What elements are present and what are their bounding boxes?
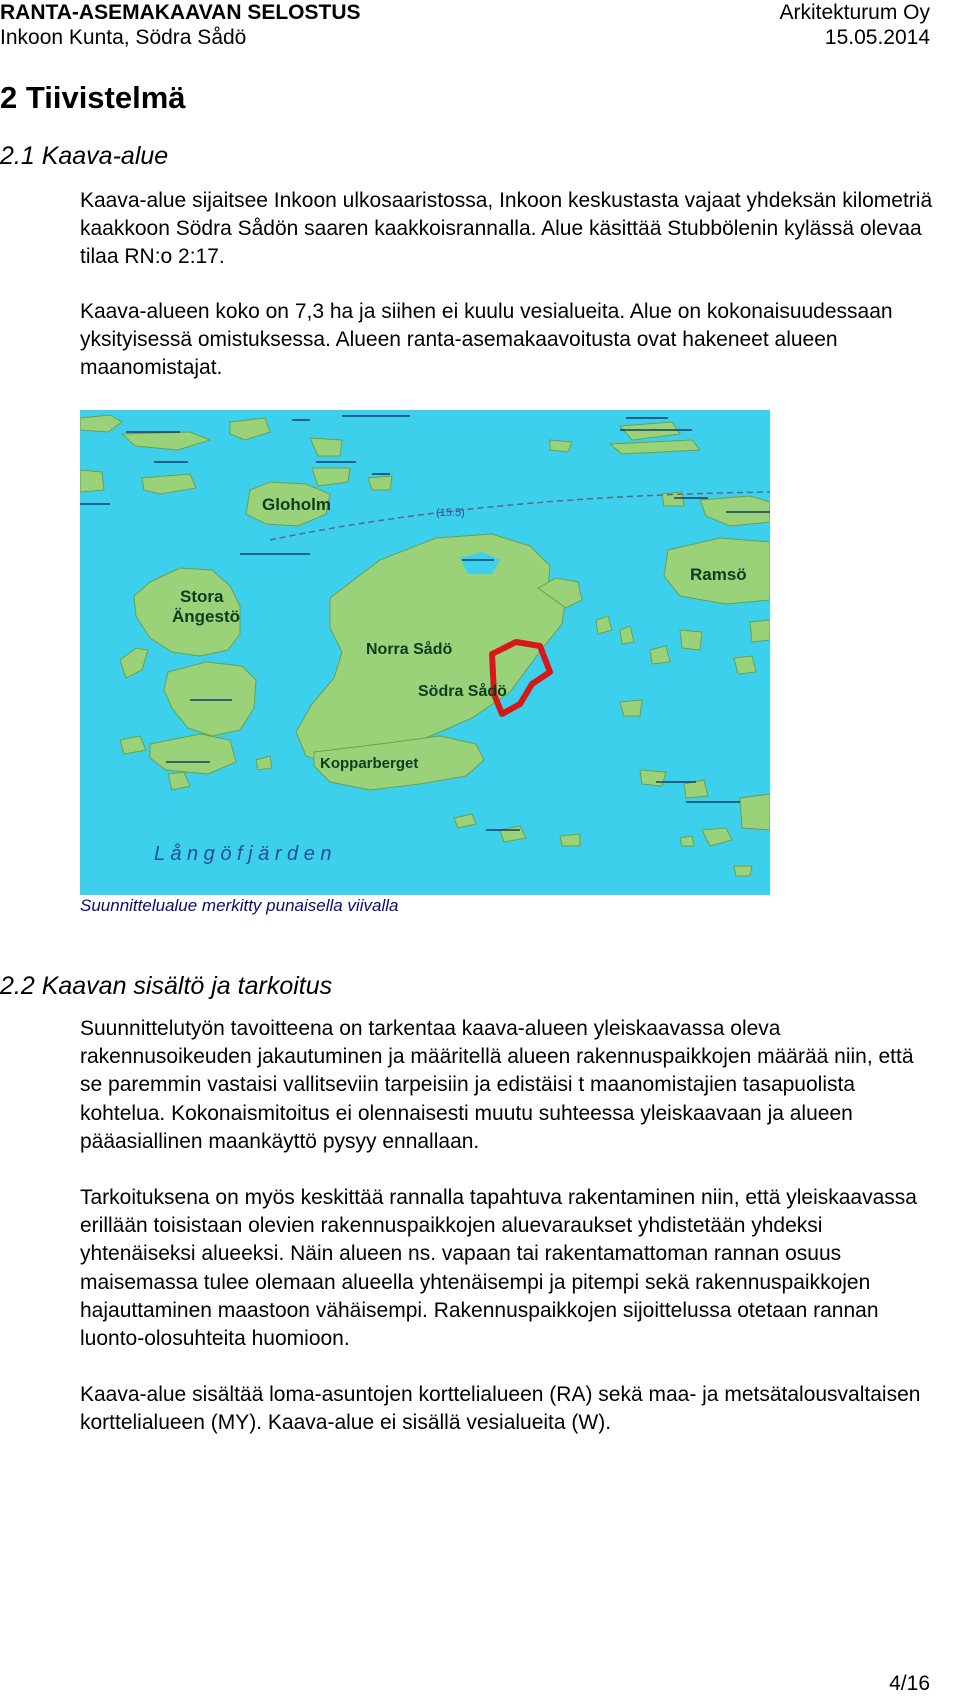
map-label-sodra-sado: Södra Sådö	[418, 683, 507, 700]
paragraph: Kaava-alue sisältää loma-asuntojen korttelialueen (RA) sekä maa- ja metsätalousvaltaisen korttelialueen (MY). Kaava-alue ei sisällä vesialueita (W).	[80, 1383, 921, 1435]
paragraph: Tarkoituksena on myös keskittää rannalla tapahtuva rakentaminen niin, että yleiskaavassa erillään toisistaan olevien rakennuspaikkojen aluevaraukset yhdistetään yhdeksi yhtenäiseksi alueeksi. Näin alueen ns. vapaan tai rakentamattoman rannan osuus maisemassa tulee olemaan alueella yhtenäisempi ja pitempi sekä rakennuspaikkojen hajauttaminen maastoon vähäisempi. Rakennuspaikkojen sijoittelussa otetaan rannan luonto-olosuhteita huomioon.	[80, 1186, 917, 1351]
map-caption: Suunnittelualue merkitty punaisella viivalla	[80, 896, 399, 915]
paragraph: Kaava-alue sijaitsee Inkoon ulkosaaristossa, Inkoon keskustasta vajaat yhdeksän kilometriä kaakkoon Södra Sådön saaren kaakkoisrannalla. Alue käsittää Stubbölenin kylässä olevaa tilaa RN:o 2:17.	[80, 189, 933, 269]
subsection-heading-kaava-alue: 2.1 Kaava-alue	[0, 142, 169, 170]
section-heading: 2 Tiivistelmä	[0, 80, 186, 115]
page-number: 4/16	[889, 1672, 930, 1695]
document-title: RANTA-ASEMAKAAVAN SELOSTUS	[0, 1, 361, 24]
map-label-norra-sado: Norra Sådö	[366, 641, 453, 658]
map-label-gloholm: Gloholm	[262, 495, 331, 514]
company-name: Arkitekturum Oy	[779, 1, 930, 24]
document-subtitle: Inkoon Kunta, Södra Sådö	[0, 26, 247, 49]
map-label-kopparberget: Kopparberget	[320, 755, 419, 772]
paragraph: Suunnittelutyön tavoitteena on tarkentaa kaava-alueen yleiskaavassa oleva rakennusoikeuden jakautuminen ja määritellä alueen rakennuspaikkojen määrää niin, että se paremmin vastaisi vallitseviin tarpeisiin ja edistäisi t maanomistajien tasapuolista kohtelua. Kokonaismitoitus ei olennaisesti muutu suhteessa yleiskaavaan ja alueen pääasiallinen maankäyttö pysyy ennallaan.	[80, 1017, 914, 1153]
map-route-label: (15.5)	[436, 507, 465, 519]
subsection-heading-kaavan-sisalto: 2.2 Kaavan sisältö ja tarkoitus	[0, 972, 333, 1000]
map-label-stora: Stora	[180, 587, 224, 606]
paragraph: Kaava-alueen koko on 7,3 ha ja siihen ei kuulu vesialueita. Alue on kokonaisuudessaan yksityisessä omistuksessa. Alueen ranta-asemakaavoitusta ovat hakeneet alueen maanomistajat.	[80, 300, 893, 380]
location-map	[80, 410, 770, 895]
map-label-ramso: Ramsö	[690, 565, 747, 584]
map-label-langofjarden: L å n g ö f j ä r d e n	[154, 843, 332, 865]
map-label-angesto: Ängestö	[172, 607, 240, 626]
document-date: 15.05.2014	[824, 26, 930, 49]
